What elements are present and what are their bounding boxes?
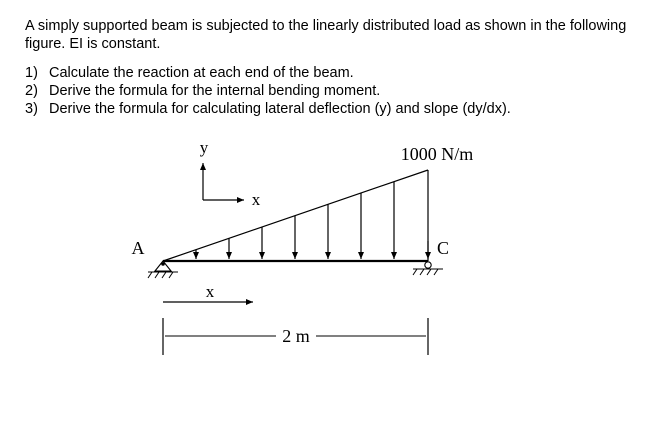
problem-intro: A simply supported beam is subjected to the linearly distributed load as shown in the following figure. EI is constant. (25, 18, 627, 52)
load-intensity-label: 1000 N/m (400, 144, 474, 164)
task-text: Calculate the reaction at each end of the beam. (49, 65, 354, 81)
task-number: 2) (25, 83, 38, 99)
span-length-label: 2 m (282, 326, 310, 346)
support-c-label: C (436, 238, 450, 258)
axis-x-label: x (251, 190, 261, 209)
roller-support-c (413, 262, 443, 275)
position-x-label: x (205, 282, 215, 301)
load-arrows (196, 182, 428, 259)
coordinate-axes (203, 163, 244, 200)
axis-y-label: y (199, 138, 209, 157)
task-text: Derive the formula for the internal bending moment. (49, 83, 381, 99)
task-text: Derive the formula for calculating lateral deflection (y) and slope (dy/dx). (49, 101, 511, 117)
support-a-label: A (131, 238, 145, 258)
pin-support-a (148, 261, 178, 278)
task-number: 1) (25, 65, 38, 81)
task-number: 3) (25, 101, 38, 117)
